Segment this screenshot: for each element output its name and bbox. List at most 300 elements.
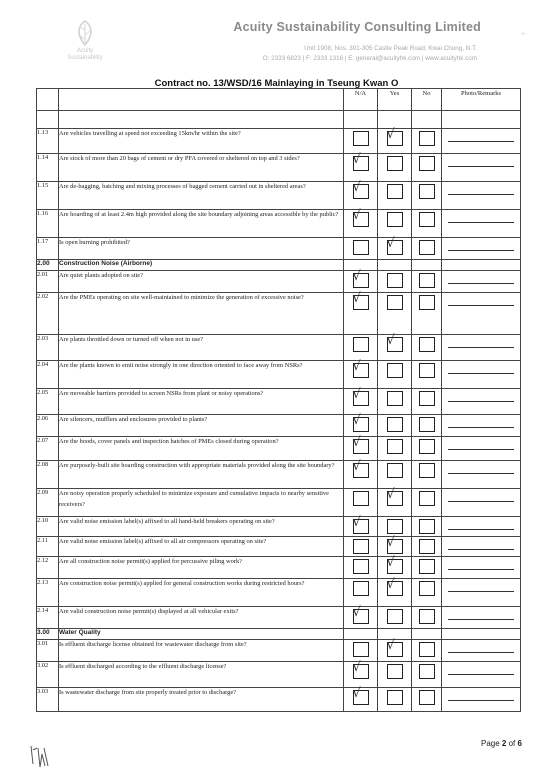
cell-remarks — [442, 182, 521, 210]
remarks-line[interactable] — [448, 141, 514, 142]
checkbox-no[interactable] — [419, 690, 435, 705]
item-question: Are valid noise emission label(s) affixed to all air compressors operating on site? — [59, 537, 344, 557]
cell-na — [344, 129, 378, 154]
checkbox-yes[interactable] — [387, 417, 403, 432]
page-header — [0, 0, 553, 80]
table-row — [37, 640, 521, 662]
checkbox-no[interactable] — [419, 240, 435, 255]
cell-no — [412, 129, 442, 154]
checkbox-no[interactable] — [419, 539, 435, 554]
cell-no — [412, 293, 442, 335]
cell-yes — [378, 260, 412, 271]
cell-no — [412, 389, 442, 415]
check-mark-icon: √ — [352, 151, 361, 167]
table-row — [37, 293, 521, 335]
remarks-line[interactable] — [448, 674, 514, 675]
cell-yes — [378, 637, 412, 662]
check-mark-icon: √ — [386, 235, 395, 251]
cell-yes — [378, 293, 412, 335]
item-number: 2.11 — [37, 537, 59, 557]
table-row — [37, 537, 521, 557]
table-row — [37, 182, 521, 210]
cell-remarks — [442, 154, 521, 182]
checkbox-no[interactable] — [419, 131, 435, 146]
cell-remarks — [442, 361, 521, 389]
table-row — [37, 111, 521, 129]
remarks-line[interactable] — [448, 222, 514, 223]
item-question: Are quiet plants adopted on site? — [59, 271, 344, 293]
checkbox-yes[interactable] — [387, 295, 403, 310]
item-number: 3.03 — [37, 688, 59, 712]
company-name: Acuity Sustainability Consulting Limited — [233, 20, 481, 34]
checkbox-na[interactable] — [353, 642, 369, 657]
table-row — [37, 489, 521, 517]
cell-remarks — [442, 210, 521, 238]
checkbox-no[interactable] — [419, 273, 435, 288]
cell-no — [412, 260, 442, 271]
cell-remarks — [442, 640, 521, 662]
checkbox-na[interactable] — [353, 559, 369, 574]
table-row — [37, 517, 521, 537]
cell-remarks — [442, 662, 521, 688]
check-mark-icon: √ — [352, 412, 361, 428]
checkbox-no[interactable] — [419, 439, 435, 454]
cell-na — [344, 268, 378, 293]
item-number: 1.15 — [37, 182, 59, 210]
checkbox-no[interactable] — [419, 642, 435, 657]
item-question: Are valid construction noise permit(s) displayed at all vehicular exits? — [59, 607, 344, 629]
check-mark-icon: √ — [352, 659, 361, 675]
table-row — [37, 210, 521, 238]
cell-na — [344, 238, 378, 260]
section-heading: Water Quality — [59, 629, 344, 640]
check-mark-icon: √ — [352, 458, 361, 474]
item-number: 2.08 — [37, 461, 59, 489]
remarks-line[interactable] — [448, 619, 514, 620]
cell-na — [344, 685, 378, 712]
logo-subtext: Sustainability — [67, 55, 103, 61]
remarks-line[interactable] — [448, 166, 514, 167]
checkbox-no[interactable] — [419, 463, 435, 478]
cell-no — [412, 361, 442, 389]
check-mark-icon: √ — [386, 126, 395, 142]
cell-na — [344, 434, 378, 461]
cell-yes — [378, 361, 412, 389]
checkbox-yes[interactable] — [387, 519, 403, 534]
check-mark-icon: √ — [386, 576, 395, 592]
header-no: No — [412, 89, 442, 111]
cell-yes — [378, 235, 412, 260]
check-mark-icon: √ — [352, 434, 361, 450]
remarks-line[interactable] — [448, 373, 514, 374]
check-mark-icon: √ — [352, 358, 361, 374]
item-number: 2.03 — [37, 335, 59, 361]
cell-remarks — [442, 489, 521, 517]
checkbox-yes[interactable] — [386, 637, 403, 657]
cell-yes — [378, 517, 412, 537]
checkbox-yes[interactable] — [387, 463, 403, 478]
item-number: 2.05 — [37, 389, 59, 415]
item-question: Are plants throttled down or turned off when not in use? — [59, 335, 344, 361]
checkbox-na[interactable] — [352, 358, 369, 378]
cell-remarks — [442, 437, 521, 461]
remarks-line[interactable] — [448, 401, 514, 402]
cell-yes — [378, 534, 412, 557]
remarks-line[interactable] — [448, 194, 514, 195]
cell-yes — [378, 332, 412, 361]
cell-na — [344, 514, 378, 537]
initials-signature-icon — [28, 742, 50, 770]
item-question: Are vehicles travelling at speed not exceeding 15km/hr within the site? — [59, 129, 344, 154]
checkbox-no[interactable] — [419, 212, 435, 227]
cell-na — [344, 640, 378, 662]
checklist-body — [37, 111, 521, 712]
cell-na — [344, 629, 378, 640]
cell-no — [412, 517, 442, 537]
item-question: Are hoarding of at least 2.4m high provided along the site boundary adjoining areas accessible by the public? — [59, 210, 344, 238]
checkbox-yes[interactable] — [387, 664, 403, 679]
cell-remarks — [442, 335, 521, 361]
company-logo — [52, 18, 118, 68]
checkbox-yes[interactable] — [386, 554, 403, 574]
remarks-line[interactable] — [448, 569, 514, 570]
checkbox-yes[interactable] — [387, 273, 403, 288]
cell-no — [412, 210, 442, 238]
item-question: Are valid noise emission label(s) affixed to all hand-held breakers operating on site? — [59, 517, 344, 537]
checkbox-no[interactable] — [419, 363, 435, 378]
cell-na — [344, 207, 378, 238]
checkbox-no[interactable] — [419, 491, 435, 506]
table-row — [37, 437, 521, 461]
cell-no — [412, 461, 442, 489]
remarks-line[interactable] — [448, 283, 514, 284]
cell-yes — [378, 554, 412, 579]
item-number: 2.13 — [37, 579, 59, 607]
checkbox-no[interactable] — [419, 337, 435, 352]
item-question: Are the PMEs operating on site well-maintained to minimize the generation of excessive noise? — [59, 293, 344, 335]
check-mark-icon: √ — [386, 486, 395, 502]
item-question: Is effluent discharge license obtained for wastewater discharge from site? — [59, 640, 344, 662]
item-number: 2.14 — [37, 607, 59, 629]
item-question: Are moveable barriers provided to screen NSRs from plant or noisy operations? — [59, 389, 344, 415]
cell-yes — [378, 486, 412, 517]
item-number: 1.13 — [37, 129, 59, 154]
checkbox-yes[interactable] — [386, 332, 403, 352]
item-question: Are noisy operation properly scheduled to minimize exposure and cumulative impacts to nearby sensitive receivers? — [59, 489, 344, 517]
check-mark-icon: √ — [386, 332, 395, 348]
cell-yes — [378, 607, 412, 629]
table-row — [37, 389, 521, 415]
table-row — [37, 688, 521, 712]
cell-no — [412, 335, 442, 361]
checkbox-na[interactable] — [352, 290, 369, 310]
cell-no — [412, 415, 442, 437]
item-number: 2.01 — [37, 271, 59, 293]
checkbox-yes[interactable] — [386, 235, 403, 255]
remarks-line[interactable] — [448, 305, 514, 306]
cell-remarks — [442, 517, 521, 537]
checkbox-na[interactable] — [353, 539, 369, 554]
checkbox-na[interactable] — [352, 685, 369, 705]
checkbox-na[interactable] — [353, 491, 369, 506]
cell-no — [412, 640, 442, 662]
cell-na — [344, 151, 378, 182]
checkbox-na[interactable] — [352, 412, 369, 432]
checkbox-na[interactable] — [352, 659, 369, 679]
page-number — [481, 739, 522, 748]
item-number: 2.06 — [37, 415, 59, 437]
cell-no — [412, 154, 442, 182]
cell-remarks — [442, 607, 521, 629]
cell-no — [412, 607, 442, 629]
cell-na — [344, 412, 378, 437]
cell-remarks — [442, 271, 521, 293]
check-mark-icon: √ — [352, 207, 361, 223]
cell-na — [344, 604, 378, 629]
cell-remarks — [442, 238, 521, 260]
cell-remarks — [442, 129, 521, 154]
cell-na — [344, 579, 378, 607]
cell-yes — [378, 126, 412, 154]
company-address — [263, 44, 477, 64]
checkbox-na[interactable] — [352, 179, 369, 199]
checkbox-na[interactable] — [353, 240, 369, 255]
remarks-line[interactable] — [448, 427, 514, 428]
remarks-line[interactable] — [448, 250, 514, 251]
item-number: 2.04 — [37, 361, 59, 389]
item-question: Are stock of more than 20 bags of cement or dry PFA covered or sheltered on top and 3 sides? — [59, 154, 344, 182]
checkbox-no[interactable] — [419, 664, 435, 679]
cell-remarks — [442, 579, 521, 607]
item-number: 3.01 — [37, 640, 59, 662]
checkbox-no[interactable] — [419, 417, 435, 432]
page-current: 2 — [501, 739, 507, 748]
page-sep: of — [506, 739, 518, 748]
check-mark-icon: √ — [352, 514, 361, 530]
cell-no — [412, 271, 442, 293]
item-number: 2.10 — [37, 517, 59, 537]
check-mark-icon: √ — [386, 534, 395, 550]
item-number: 2.02 — [37, 293, 59, 335]
table-row — [37, 607, 521, 629]
item-question: Is effluent discharged according to the effluent discharge license? — [59, 662, 344, 688]
item-number: 2.07 — [37, 437, 59, 461]
cell-remarks — [442, 461, 521, 489]
checkbox-na[interactable] — [353, 581, 369, 596]
item-number: 2.09 — [37, 489, 59, 517]
checkbox-no[interactable] — [419, 295, 435, 310]
item-question: Are de-bagging, batching and mixing processes of bagged cement carried out in sheltered areas? — [59, 182, 344, 210]
checkbox-no[interactable] — [419, 581, 435, 596]
cell-yes — [378, 271, 412, 293]
check-mark-icon: √ — [352, 685, 361, 701]
checkbox-no[interactable] — [419, 609, 435, 624]
table-row — [37, 461, 521, 489]
cell-yes — [378, 182, 412, 210]
checkbox-yes[interactable] — [386, 126, 403, 146]
table-row — [37, 335, 521, 361]
item-question — [59, 111, 344, 129]
cell-yes — [378, 154, 412, 182]
cell-no — [412, 688, 442, 712]
remarks-line[interactable] — [448, 549, 514, 550]
remarks-line[interactable] — [448, 473, 514, 474]
table-header-row — [37, 89, 521, 111]
item-number: 2.00 — [37, 260, 59, 271]
cell-no — [412, 182, 442, 210]
cell-no — [412, 111, 442, 129]
cell-yes — [378, 111, 412, 129]
checkbox-yes[interactable] — [387, 439, 403, 454]
page-total: 6 — [517, 739, 522, 748]
checkbox-yes[interactable] — [386, 534, 403, 554]
document-title: Contract no. 13/WSD/16 Mainlaying in Tseung Kwan O — [154, 78, 399, 89]
remarks-line[interactable] — [448, 591, 514, 592]
cell-remarks — [442, 260, 521, 271]
cell-na — [344, 489, 378, 517]
cell-remarks — [442, 415, 521, 437]
cell-no — [412, 662, 442, 688]
table-row — [37, 238, 521, 260]
item-number: 1.14 — [37, 154, 59, 182]
remarks-line[interactable] — [448, 700, 514, 701]
item-question: Are silencers, mufflers and enclosures provided to plants? — [59, 415, 344, 437]
check-mark-icon: √ — [352, 386, 361, 402]
item-number: 3.02 — [37, 662, 59, 688]
cell-yes — [378, 688, 412, 712]
cell-na — [344, 537, 378, 557]
section-row — [37, 260, 521, 271]
cell-na — [344, 458, 378, 489]
checkbox-yes[interactable] — [387, 391, 403, 406]
cell-yes — [378, 437, 412, 461]
check-mark-icon: √ — [352, 604, 361, 620]
cell-na — [344, 659, 378, 688]
item-number: 3.00 — [37, 629, 59, 640]
checkbox-yes[interactable] — [386, 576, 403, 596]
checkbox-na[interactable] — [352, 604, 369, 624]
checkbox-na[interactable] — [352, 434, 369, 454]
address-line-2: O: 2333 6823 | F: 2333 1316 | E: general@acuityhk.com | www.acuityhk.com — [262, 55, 477, 62]
cell-yes — [378, 415, 412, 437]
table-row — [37, 271, 521, 293]
item-question: Is wastewater discharge from site properly treated prior to discharge? — [59, 688, 344, 712]
checkbox-na[interactable] — [353, 337, 369, 352]
item-number — [37, 111, 59, 129]
checkbox-na[interactable] — [353, 131, 369, 146]
cell-na — [344, 335, 378, 361]
checkbox-no[interactable] — [419, 519, 435, 534]
table-row — [37, 557, 521, 579]
checkbox-na[interactable] — [352, 386, 369, 406]
checkbox-na[interactable] — [352, 514, 369, 534]
table-row — [37, 361, 521, 389]
item-question: Are the plants known to emit noise strongly in one direction oriented to face away from NSRs? — [59, 361, 344, 389]
checkbox-yes[interactable] — [387, 156, 403, 171]
table-row — [37, 129, 521, 154]
cell-remarks — [442, 557, 521, 579]
checkbox-na[interactable] — [352, 268, 369, 288]
cell-yes — [378, 210, 412, 238]
checkbox-no[interactable] — [419, 559, 435, 574]
logo-text: Acuity — [76, 48, 94, 54]
header-yes: Yes — [378, 89, 412, 111]
item-question: Is open burning prohibited? — [59, 238, 344, 260]
cell-na — [344, 358, 378, 389]
cell-remarks — [442, 293, 521, 335]
section-heading: Construction Noise (Airborne) — [59, 260, 344, 271]
checkbox-no[interactable] — [419, 391, 435, 406]
checkbox-na[interactable] — [352, 207, 369, 227]
remarks-line[interactable] — [448, 347, 514, 348]
cell-yes — [378, 389, 412, 415]
item-question: Are all construction noise permit(s) applied for percussive piling work? — [59, 557, 344, 579]
cell-no — [412, 238, 442, 260]
checkbox-na[interactable] — [352, 458, 369, 478]
remarks-line[interactable] — [448, 501, 514, 502]
checklist-table — [36, 88, 521, 712]
page-prefix: Page — [481, 739, 502, 748]
cell-yes — [378, 662, 412, 688]
header-number — [37, 89, 59, 111]
checkbox-no[interactable] — [419, 156, 435, 171]
checkbox-yes[interactable] — [387, 212, 403, 227]
remarks-line[interactable] — [448, 449, 514, 450]
cell-no — [412, 489, 442, 517]
cell-no — [412, 579, 442, 607]
remarks-line[interactable] — [448, 652, 514, 653]
table-row — [37, 662, 521, 688]
cell-no — [412, 537, 442, 557]
cell-no — [412, 437, 442, 461]
item-number: 2.12 — [37, 557, 59, 579]
table-row — [37, 579, 521, 607]
cell-na — [344, 111, 378, 129]
checkbox-yes[interactable] — [387, 184, 403, 199]
table-row — [37, 154, 521, 182]
check-mark-icon: √ — [386, 637, 395, 653]
cell-remarks — [442, 629, 521, 640]
corner-mark: + — [521, 30, 525, 38]
remarks-line[interactable] — [448, 529, 514, 530]
cell-na — [344, 386, 378, 415]
address-line-1: Unit 1908, Nos. 301-305 Castle Peak Road, Kwai Chung, N.T. — [304, 45, 477, 52]
checkbox-yes[interactable] — [387, 609, 403, 624]
checkbox-yes[interactable] — [386, 486, 403, 506]
header-question — [59, 89, 344, 111]
checkbox-no[interactable] — [419, 184, 435, 199]
checkbox-na[interactable] — [352, 151, 369, 171]
header-na: N/A — [344, 89, 378, 111]
checkbox-yes[interactable] — [387, 690, 403, 705]
cell-yes — [378, 461, 412, 489]
table-row — [37, 415, 521, 437]
cell-remarks — [442, 389, 521, 415]
item-number: 1.16 — [37, 210, 59, 238]
cell-na — [344, 179, 378, 210]
check-mark-icon: √ — [352, 290, 361, 306]
item-question: Are purposely-built site hoarding construction with appropriate materials provided along the site boundary? — [59, 461, 344, 489]
item-question: Are construction noise permit(s) applied for general construction works during restricted hours? — [59, 579, 344, 607]
cell-no — [412, 629, 442, 640]
cell-remarks — [442, 111, 521, 129]
section-row — [37, 629, 521, 640]
acuity-leaf-logo-icon — [70, 18, 100, 48]
cell-yes — [378, 576, 412, 607]
item-question: Are the hoods, cover panels and inspection hatches of PMEs closed during operation? — [59, 437, 344, 461]
cell-remarks — [442, 537, 521, 557]
checkbox-yes[interactable] — [387, 363, 403, 378]
